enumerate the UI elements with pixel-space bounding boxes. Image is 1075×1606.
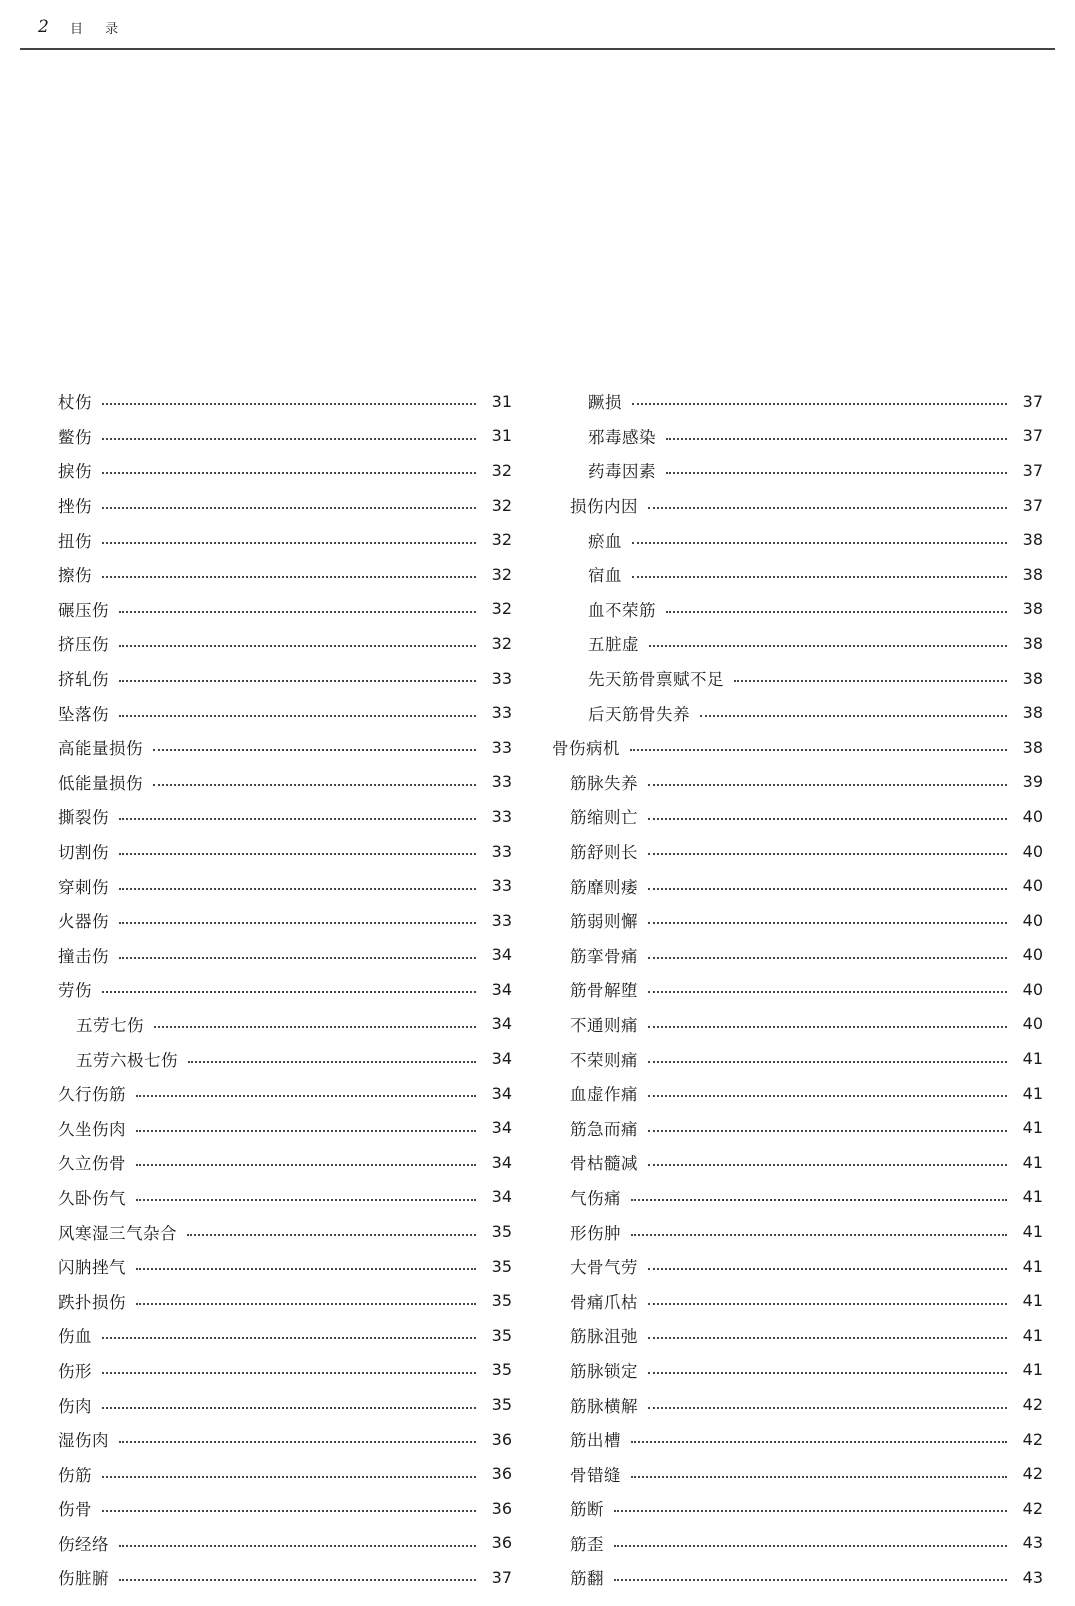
dot-leader [119,715,476,717]
dot-leader [648,1303,1007,1305]
toc-entry[interactable] [552,522,1043,557]
toc-entry[interactable] [552,868,1043,903]
toc-entry-title: 药毒因素 [588,462,656,482]
toc-entry[interactable] [552,765,1043,800]
toc-entry-page: 40 [1022,945,1043,965]
toc-entry[interactable] [552,799,1043,834]
toc-entry[interactable] [552,938,1043,973]
toc-entry[interactable] [58,1076,512,1111]
dot-leader [614,1579,1007,1581]
toc-entry[interactable] [552,1560,1043,1595]
toc-entry-page: 40 [1022,1014,1043,1034]
toc-entry[interactable] [552,1145,1043,1180]
toc-entry-page: 41 [1022,1360,1043,1380]
toc-entry-page: 41 [1022,1222,1043,1242]
toc-entry[interactable] [58,626,512,661]
toc-entry-title: 五劳七伤 [76,1015,144,1035]
toc-entry[interactable] [552,1387,1043,1422]
toc-entry-page: 41 [1022,1325,1043,1345]
dot-leader [136,1095,476,1097]
toc-entry[interactable] [58,1145,512,1180]
toc-entry-page: 35 [491,1222,512,1242]
dot-leader [119,1441,476,1443]
header-rule [20,48,1055,50]
dot-leader [102,1407,476,1409]
toc-entry-title: 火器伤 [58,912,109,932]
dot-leader [734,680,1007,682]
toc-entry-page: 32 [491,530,512,550]
toc-entry[interactable] [552,626,1043,661]
toc-entry-title: 不通则痛 [570,1015,638,1035]
toc-entry-title: 挤轧伤 [58,670,109,690]
dot-leader [102,1372,476,1374]
dot-leader [666,472,1007,474]
toc-entry-page: 36 [491,1533,512,1553]
toc-entry-title: 劳伤 [58,981,92,1001]
toc-entry-title: 血不荣筋 [588,600,656,620]
toc-entry[interactable] [58,522,512,557]
toc-entry[interactable] [552,903,1043,938]
toc-entry-page: 35 [491,1291,512,1311]
toc-entry-title: 久行伤筋 [58,1085,126,1105]
toc-entry-page: 35 [491,1256,512,1276]
dot-leader [648,1095,1007,1097]
toc-entry-page: 37 [1022,391,1043,411]
toc-entry-title: 伤形 [58,1361,92,1381]
toc-entry-title: 筋舒则长 [570,843,638,863]
toc-entry-title: 跌扑损伤 [58,1292,126,1312]
toc-entry-title: 骨痛爪枯 [570,1292,638,1312]
toc-entry-page: 35 [491,1395,512,1415]
toc-entry-page: 40 [1022,841,1043,861]
toc-entry-title: 捩伤 [58,462,92,482]
dot-leader [631,1199,1007,1201]
toc-entry-title: 伤骨 [58,1500,92,1520]
dot-leader [700,715,1007,717]
toc-entry-page: 32 [491,495,512,515]
toc-entry[interactable] [552,453,1043,488]
dot-leader [648,1407,1007,1409]
toc-entry-page: 36 [491,1498,512,1518]
dot-leader [102,438,476,440]
toc-entry-page: 43 [1022,1533,1043,1553]
dot-leader [648,507,1007,509]
toc-entry-page: 41 [1022,1049,1043,1069]
toc-entry-title: 擦伤 [58,566,92,586]
dot-leader [119,957,476,959]
toc-entry-title: 筋弱则懈 [570,912,638,932]
dot-leader [119,888,476,890]
toc-entry-title: 撕裂伤 [58,808,109,828]
section-title: 目 录 [70,22,128,37]
toc-entry[interactable] [58,419,512,454]
toc-entry-title: 邪毒感染 [588,427,656,447]
toc-entry-title: 形伤肿 [570,1223,621,1243]
toc-entry[interactable] [58,1387,512,1422]
toc-entry-title: 筋脉横解 [570,1396,638,1416]
dot-leader [119,818,476,820]
dot-leader [153,749,476,751]
toc-entry-title: 筋断 [570,1500,604,1520]
toc-entry-title: 宿血 [588,566,622,586]
toc-entry[interactable] [58,1110,512,1145]
dot-leader [119,922,476,924]
dot-leader [666,611,1007,613]
toc-entry-page: 38 [1022,599,1043,619]
toc-entry-title: 骨错缝 [570,1465,621,1485]
dot-leader [102,576,476,578]
toc-entry-page: 33 [491,668,512,688]
dot-leader [102,507,476,509]
dot-leader [648,1164,1007,1166]
page-header [0,0,1075,60]
toc-entry[interactable] [552,1456,1043,1491]
toc-entry[interactable] [58,1560,512,1595]
dot-leader [632,542,1007,544]
toc-entry-title: 久坐伤肉 [58,1119,126,1139]
dot-leader [119,680,476,682]
toc-entry-page: 37 [491,1567,512,1587]
toc-entry-page: 33 [491,841,512,861]
toc-entry[interactable] [58,1041,512,1076]
toc-entry-page: 36 [491,1464,512,1484]
toc-entry[interactable] [58,488,512,523]
toc-entry-title: 筋翻 [570,1569,604,1589]
toc-entry[interactable] [552,592,1043,627]
toc-entry-title: 筋缩则亡 [570,808,638,828]
toc-entry-title: 坠落伤 [58,704,109,724]
toc-entry[interactable] [552,1110,1043,1145]
toc-entry[interactable] [58,868,512,903]
dot-leader [102,403,476,405]
toc-entry[interactable] [58,903,512,938]
toc-entry[interactable] [552,834,1043,869]
toc-entry[interactable] [552,1007,1043,1042]
toc-entry[interactable] [552,557,1043,592]
toc-entry[interactable] [552,1249,1043,1284]
dot-leader [631,1234,1007,1236]
dot-leader [648,784,1007,786]
toc-entry-title: 久卧伤气 [58,1188,126,1208]
toc-entry[interactable] [552,1491,1043,1526]
toc-entry[interactable] [58,695,512,730]
dot-leader [102,472,476,474]
dot-leader [188,1061,476,1063]
toc-entry-title: 骨伤病机 [552,739,620,759]
toc-entry-page: 38 [1022,703,1043,723]
toc-entry-page: 34 [491,1049,512,1069]
dot-leader [648,1061,1007,1063]
dot-leader [648,1337,1007,1339]
toc-entry[interactable] [552,1318,1043,1353]
toc-entry-title: 筋脉沮弛 [570,1327,638,1347]
dot-leader [648,957,1007,959]
dot-leader [136,1164,476,1166]
toc-entry-title: 撞击伤 [58,946,109,966]
toc-entry[interactable] [552,1041,1043,1076]
toc-entry[interactable] [58,765,512,800]
dot-leader [648,1026,1007,1028]
dot-leader [632,403,1007,405]
toc-entry-page: 35 [491,1360,512,1380]
toc-entry-title: 低能量损伤 [58,773,143,793]
toc-entry[interactable] [58,1526,512,1561]
toc-entry-title: 风寒湿三气杂合 [58,1223,177,1243]
toc-entry-title: 伤筋 [58,1465,92,1485]
toc-entry-title: 久立伤骨 [58,1154,126,1174]
toc-entry-title: 筋脉失养 [570,773,638,793]
toc-entry[interactable] [58,384,512,419]
toc-entry-title: 不荣则痛 [570,1050,638,1070]
toc-entry-title: 蹶损 [588,393,622,413]
toc-entry-page: 42 [1022,1464,1043,1484]
toc-entry[interactable] [552,419,1043,454]
toc-entry[interactable] [552,730,1043,765]
toc-entry-title: 伤血 [58,1327,92,1347]
toc-column-right [552,384,1043,1595]
dot-leader [136,1268,476,1270]
toc-entry[interactable] [552,1526,1043,1561]
toc-entry-page: 34 [491,1014,512,1034]
dot-leader [648,818,1007,820]
toc-entry-title: 五劳六极七伤 [76,1050,178,1070]
toc-entry-page: 41 [1022,1152,1043,1172]
dot-leader [102,542,476,544]
toc-entry-page: 36 [491,1429,512,1449]
toc-entry-page: 38 [1022,530,1043,550]
toc-entry[interactable] [58,1283,512,1318]
toc-entry-title: 高能量损伤 [58,739,143,759]
toc-entry-title: 穿刺伤 [58,877,109,897]
toc-entry-title: 五脏虚 [588,635,639,655]
toc-entry-page: 34 [491,1187,512,1207]
toc-entry-page: 33 [491,703,512,723]
toc-entry-title: 湿伤肉 [58,1431,109,1451]
dot-leader [614,1545,1007,1547]
toc-entry[interactable] [552,1214,1043,1249]
toc-entry[interactable] [58,1422,512,1457]
dot-leader [102,1337,476,1339]
toc-entry-page: 33 [491,806,512,826]
dot-leader [153,784,476,786]
dot-leader [187,1234,476,1236]
toc-entry-page: 32 [491,460,512,480]
toc-entry-page: 38 [1022,564,1043,584]
toc-entry-page: 40 [1022,910,1043,930]
toc-entry-page: 33 [491,772,512,792]
toc-entry-page: 41 [1022,1256,1043,1276]
toc-entry-page: 41 [1022,1083,1043,1103]
toc-entry[interactable] [58,799,512,834]
toc-entry[interactable] [58,557,512,592]
dot-leader [119,853,476,855]
dot-leader [648,888,1007,890]
dot-leader [136,1199,476,1201]
toc-entry[interactable] [58,453,512,488]
dot-leader [136,1303,476,1305]
toc-entry-page: 32 [491,633,512,653]
toc-entry[interactable] [58,834,512,869]
toc-entry-title: 伤肉 [58,1396,92,1416]
dot-leader [632,576,1007,578]
toc-entry-page: 41 [1022,1118,1043,1138]
dot-leader [102,991,476,993]
toc-entry-title: 切割伤 [58,843,109,863]
toc-entry[interactable] [58,592,512,627]
toc-entry-title: 扭伤 [58,531,92,551]
dot-leader [630,749,1007,751]
toc-entry-page: 41 [1022,1187,1043,1207]
toc-entry-page: 33 [491,876,512,896]
toc-entry-page: 42 [1022,1429,1043,1449]
dot-leader [631,1476,1007,1478]
toc-entry[interactable] [552,1076,1043,1111]
toc-entry-title: 伤经络 [58,1534,109,1554]
toc-entry[interactable] [552,695,1043,730]
toc-column-left [58,384,512,1595]
toc-entry-page: 33 [491,737,512,757]
toc-entry-title: 筋脉锁定 [570,1361,638,1381]
toc-entry-page: 43 [1022,1567,1043,1587]
dot-leader [119,1579,476,1581]
toc-entry-page: 42 [1022,1498,1043,1518]
toc-entry[interactable] [552,1180,1043,1215]
toc-entry[interactable] [58,1318,512,1353]
toc-entry-page: 38 [1022,668,1043,688]
dot-leader [648,1372,1007,1374]
toc-entry-title: 血虚作痛 [570,1085,638,1105]
dot-leader [119,1545,476,1547]
toc-entry[interactable] [58,1007,512,1042]
toc-entry-page: 38 [1022,633,1043,653]
toc-entry-title: 筋急而痛 [570,1119,638,1139]
toc-entry-title: 筋骨解堕 [570,981,638,1001]
toc-entry[interactable] [552,1422,1043,1457]
toc-entry-page: 34 [491,1152,512,1172]
toc-entry[interactable] [58,661,512,696]
toc-entry[interactable] [58,1249,512,1284]
toc-entry-page: 37 [1022,426,1043,446]
toc-entry[interactable] [552,488,1043,523]
toc-entry-title: 气伤痛 [570,1188,621,1208]
toc-entry-title: 先天筋骨禀赋不足 [588,670,724,690]
toc-entry[interactable] [552,1353,1043,1388]
dot-leader [648,922,1007,924]
toc-entry-title: 骨枯髓减 [570,1154,638,1174]
toc-entry-page: 34 [491,1118,512,1138]
toc-entry-page: 32 [491,564,512,584]
page-number: 2 [38,17,49,37]
toc-entry-page: 37 [1022,495,1043,515]
toc-entry[interactable] [58,938,512,973]
toc-entry[interactable] [552,1283,1043,1318]
toc-entry[interactable] [58,1456,512,1491]
toc-entry-title: 后天筋骨失养 [588,704,690,724]
toc-entry-page: 31 [491,426,512,446]
toc-entry-title: 瘀血 [588,531,622,551]
dot-leader [648,853,1007,855]
toc-entry-page: 40 [1022,806,1043,826]
toc-entry-page: 38 [1022,737,1043,757]
toc-entry-title: 筋挛骨痛 [570,946,638,966]
toc-entry-title: 杖伤 [58,393,92,413]
dot-leader [648,1130,1007,1132]
toc-entry-title: 挫伤 [58,497,92,517]
toc-entry-page: 39 [1022,772,1043,792]
toc-entry-title: 挤压伤 [58,635,109,655]
toc-entry-title: 伤脏腑 [58,1569,109,1589]
toc-entry-page: 34 [491,1083,512,1103]
toc-entry-title: 碾压伤 [58,600,109,620]
toc-entry[interactable] [58,972,512,1007]
dot-leader [119,645,476,647]
dot-leader [648,991,1007,993]
toc-entry-page: 41 [1022,1291,1043,1311]
toc-entry-page: 40 [1022,979,1043,999]
toc-entry-page: 37 [1022,460,1043,480]
dot-leader [631,1441,1007,1443]
toc-entry-page: 34 [491,945,512,965]
toc-entry-title: 鳖伤 [58,427,92,447]
toc-entry-page: 42 [1022,1395,1043,1415]
toc-entry[interactable] [58,1214,512,1249]
toc-entry-title: 筋靡则痿 [570,877,638,897]
dot-leader [154,1026,476,1028]
dot-leader [102,1510,476,1512]
toc-entry[interactable] [552,972,1043,1007]
toc-entry[interactable] [552,661,1043,696]
toc-entry[interactable] [58,1353,512,1388]
dot-leader [666,438,1007,440]
toc-entry[interactable] [58,730,512,765]
toc-entry-page: 34 [491,979,512,999]
toc-entry-page: 35 [491,1325,512,1345]
toc-entry[interactable] [58,1491,512,1526]
dot-leader [136,1130,476,1132]
toc-entry-title: 筋歪 [570,1534,604,1554]
dot-leader [614,1510,1007,1512]
toc-entry-title: 闪肭挫气 [58,1258,126,1278]
toc-entry-title: 损伤内因 [570,497,638,517]
toc-entry[interactable] [552,384,1043,419]
toc-entry-page: 33 [491,910,512,930]
dot-leader [649,645,1007,647]
dot-leader [648,1268,1007,1270]
toc-entry-title: 大骨气劳 [570,1258,638,1278]
toc-entry-page: 40 [1022,876,1043,896]
toc-entry-page: 32 [491,599,512,619]
toc-entry[interactable] [58,1180,512,1215]
toc-entry-page: 31 [491,391,512,411]
toc-entry-title: 筋出槽 [570,1431,621,1451]
dot-leader [119,611,476,613]
dot-leader [102,1476,476,1478]
